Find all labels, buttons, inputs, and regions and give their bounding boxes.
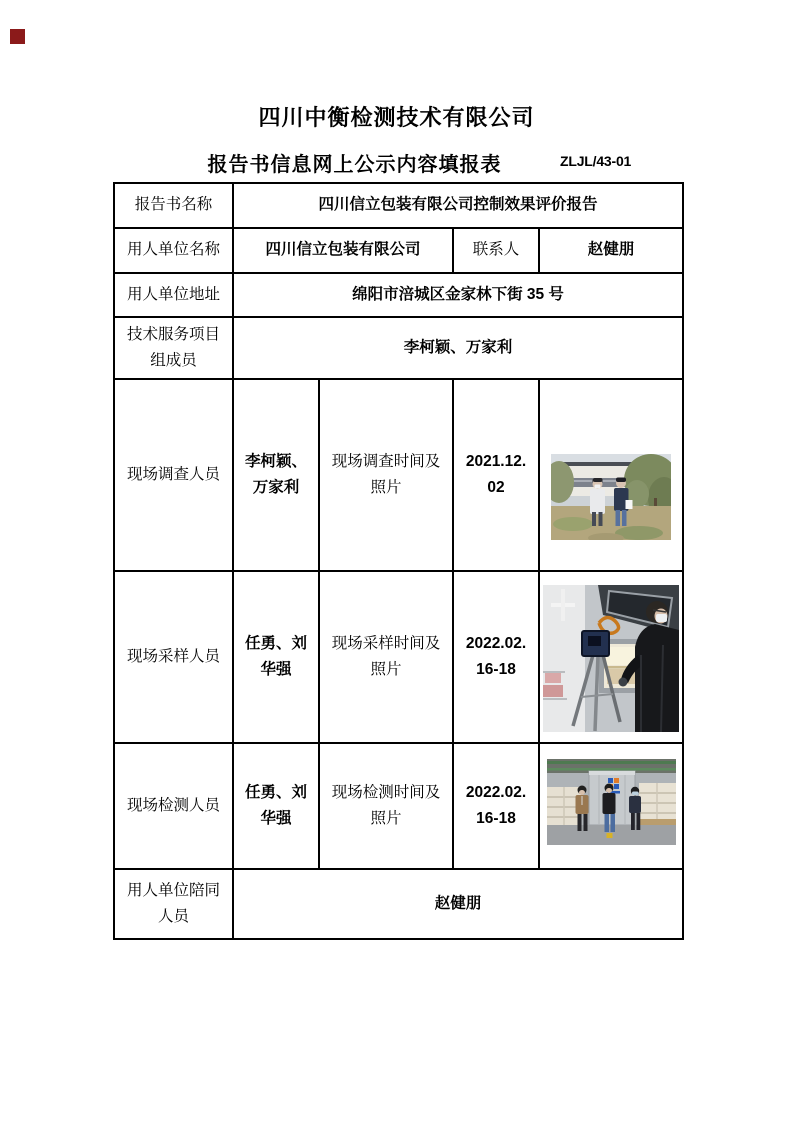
site-survey-persons: 李柯颖、万家利 — [233, 379, 319, 571]
sampling-at-machine-photo — [543, 585, 679, 732]
contact-value: 赵健朋 — [539, 228, 683, 273]
project-team-value: 李柯颖、万家利 — [233, 317, 683, 379]
row-report-name — [114, 183, 683, 228]
contact-label: 联系人 — [453, 228, 539, 273]
site-survey-photo-cell — [539, 379, 683, 571]
report-name-label: 报告书名称 — [114, 183, 233, 228]
site-survey-time-label: 现场调查时间及照片 — [319, 379, 453, 571]
accompanying-label: 用人单位陪同人员 — [114, 869, 233, 939]
report-name-value: 四川信立包装有限公司控制效果评价报告 — [233, 183, 683, 228]
site-survey-date: 2021.12.02 — [453, 379, 539, 571]
site-sampling-persons: 任勇、刘华强 — [233, 571, 319, 743]
site-sampling-photo-cell — [539, 571, 683, 743]
company-title: 四川中衡检测技术有限公司 — [258, 105, 535, 130]
three-staff-warehouse-photo — [547, 759, 676, 845]
employer-address-value: 绵阳市涪城区金家林下街 35 号 — [233, 273, 683, 317]
site-detection-persons: 任勇、刘华强 — [233, 743, 319, 869]
site-sampling-label: 现场采样人员 — [114, 571, 233, 743]
site-detection-photo-cell — [539, 743, 683, 869]
row-site-detection — [114, 743, 683, 869]
site-survey-label: 现场调查人员 — [114, 379, 233, 571]
employer-address-label: 用人单位地址 — [114, 273, 233, 317]
report-info-table — [113, 182, 684, 940]
subtitle-row — [0, 148, 793, 177]
row-accompanying — [114, 869, 683, 939]
employer-name-value: 四川信立包装有限公司 — [233, 228, 453, 273]
doc-code: ZLJL/43-01 — [560, 153, 632, 169]
project-team-label: 技术服务项目组成员 — [114, 317, 233, 379]
red-corner-mark — [10, 29, 25, 44]
employer-name-label: 用人单位名称 — [114, 228, 233, 273]
row-project-team — [114, 317, 683, 379]
site-sampling-date: 2022.02.16-18 — [453, 571, 539, 743]
accompanying-value: 赵健朋 — [233, 869, 683, 939]
site-detection-date: 2022.02.16-18 — [453, 743, 539, 869]
form-title: 报告书信息网上公示内容填报表 — [207, 154, 502, 176]
site-sampling-time-label: 现场采样时间及照片 — [319, 571, 453, 743]
row-employer-name — [114, 228, 683, 273]
site-detection-time-label: 现场检测时间及照片 — [319, 743, 453, 869]
row-site-survey — [114, 379, 683, 571]
row-employer-address — [114, 273, 683, 317]
row-site-sampling — [114, 571, 683, 743]
two-staff-outdoor-photo — [551, 454, 671, 540]
site-detection-label: 现场检测人员 — [114, 743, 233, 869]
